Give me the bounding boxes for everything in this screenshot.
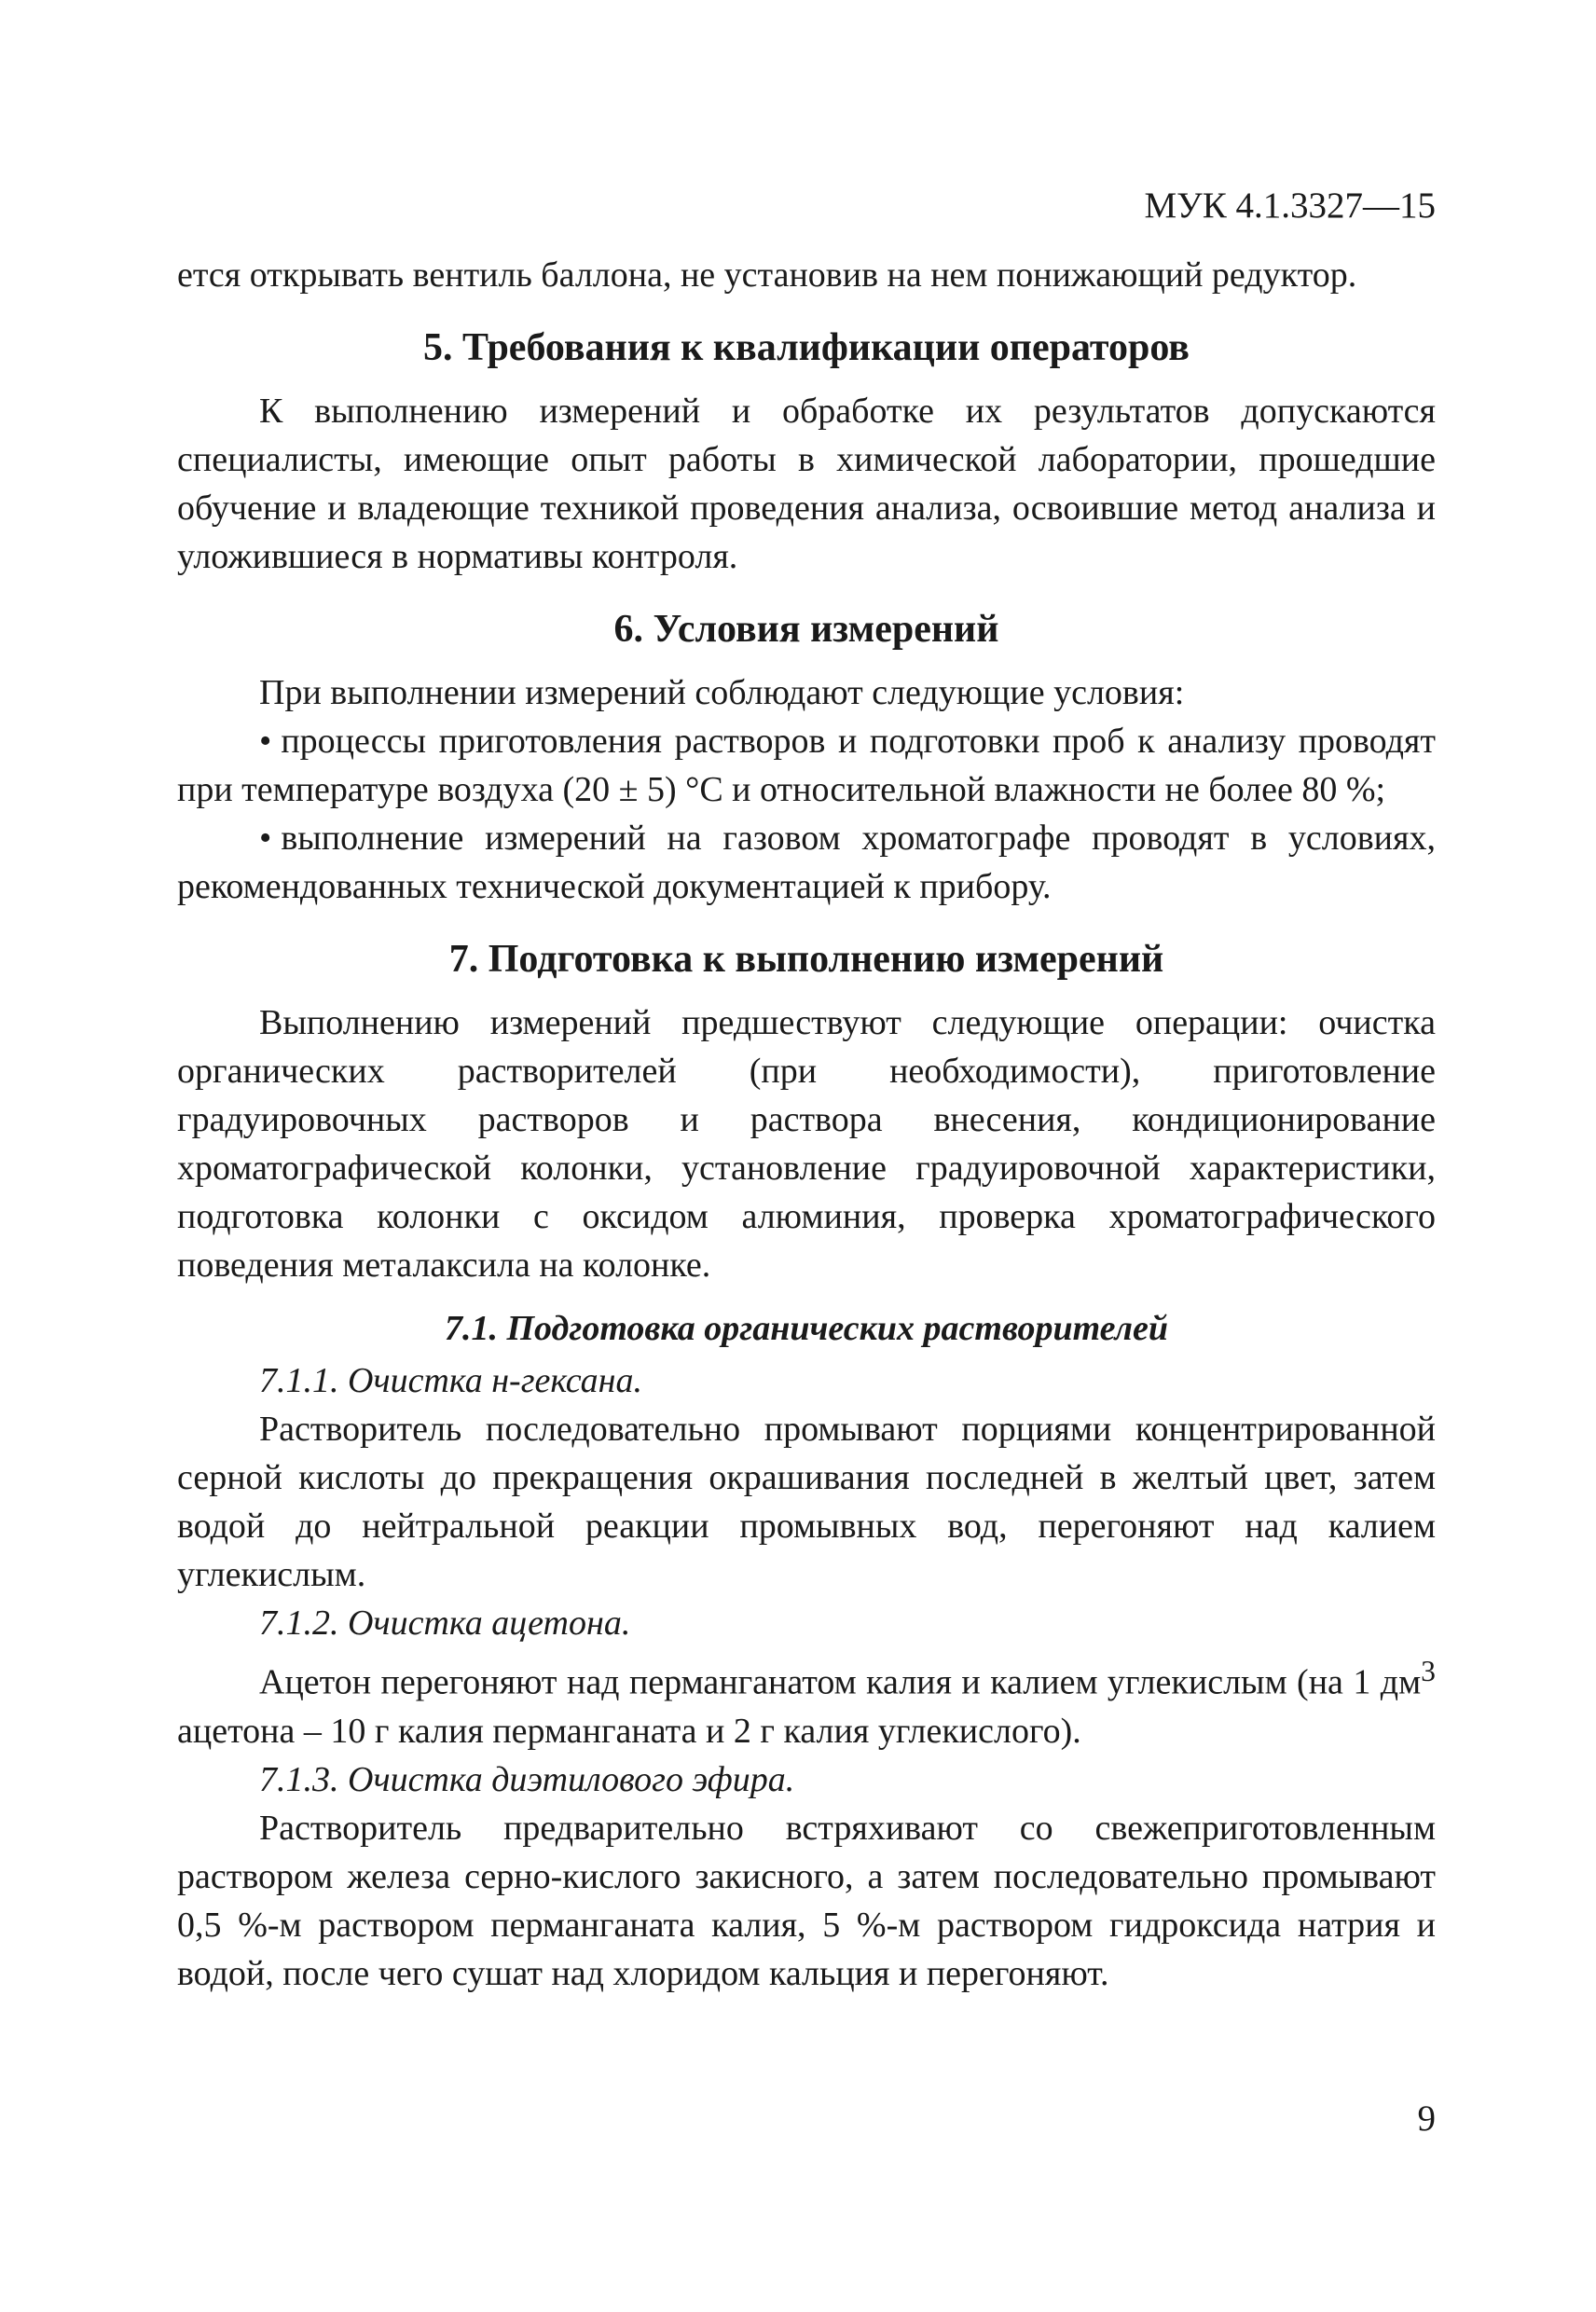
section-6-bullet-2: • выполнение измерений на газовом хроматографе проводят в условиях, рекомендованных технической документацией к прибору. bbox=[177, 814, 1436, 911]
subsection-7-1-3-heading: 7.1.3. Очистка диэтилового эфира. bbox=[259, 1759, 795, 1799]
section-6-paragraph: При выполнении измерений соблюдают следующие условия: bbox=[259, 673, 1185, 712]
section-6-title: 6. Условия измерений bbox=[613, 608, 999, 651]
subsection-7-1-2-text bbox=[177, 1647, 1436, 1755]
subsection-7-1-2-text-a: Ацетон перегоняют над перманганатом калия и калием углекислым (на 1 дм bbox=[259, 1662, 1422, 1702]
section-7-title: 7. Подготовка к выполнению измерений bbox=[448, 938, 1164, 981]
superscript-cube: 3 bbox=[1421, 1655, 1436, 1687]
page-number: 9 bbox=[1417, 2099, 1436, 2139]
section-5-title: 5. Требования к квалификации операторов bbox=[423, 326, 1190, 369]
section-7-paragraph: Выполнению измерений предшествуют следующие операции: очистка органических растворителей (при необходимости), приготовление градуировочных растворов и раствора внесения, кондиционирование хроматографической колонки, установление градуировочной характеристики, подготовка колонки с оксидом алюминия, проверка хроматографического поведения металаксила на колонке. bbox=[177, 1003, 1436, 1285]
subsection-7-1-1-text: Растворитель последовательно промывают порциями концентрированной серной кислоты до прекращения окрашивания последней в желтый цвет, затем водой до нейтральной реакции промывных вод, перегоняют над калием углекислым. bbox=[177, 1410, 1436, 1594]
subsection-7-1-1-heading: 7.1.1. Очистка н-гексана. bbox=[259, 1361, 642, 1400]
running-header: МУК 4.1.3327—15 bbox=[1144, 186, 1436, 226]
subsection-7-1-3-text: Растворитель предварительно встряхивают со свежеприготовленным раствором железа серно-кислого закисного, а затем последовательно промывают 0,5 %-м раствором перманганата калия, 5 %-м раствором гидроксида натрия и водой, после чего сушат над хлоридом кальция и перегоняют. bbox=[177, 1808, 1436, 1993]
section-6-bullet-1: • процессы приготовления растворов и подготовки проб к анализу проводят при температуре воздуха (20 ± 5) °С и относительной влажности не более 80 %; bbox=[177, 717, 1436, 814]
intro-paragraph: ется открывать вентиль баллона, не установив на нем понижающий редуктор. bbox=[177, 255, 1357, 295]
subsection-7-1-title: 7.1. Подготовка органических растворителей bbox=[444, 1309, 1169, 1348]
section-5-paragraph: К выполнению измерений и обработке их результатов допускаются специалисты, имеющие опыт работы в химической лаборатории, прошедшие обучение и владеющие техникой проведения анализа, освоившие метод анализа и уложившиеся в нормативы контроля. bbox=[177, 392, 1436, 576]
document-page bbox=[177, 182, 1436, 1998]
subsection-7-1-2-heading: 7.1.2. Очистка ацетона. bbox=[259, 1603, 631, 1643]
subsection-7-1-2-text-b: ацетона – 10 г калия перманганата и 2 г калия углекислого). bbox=[177, 1711, 1081, 1751]
